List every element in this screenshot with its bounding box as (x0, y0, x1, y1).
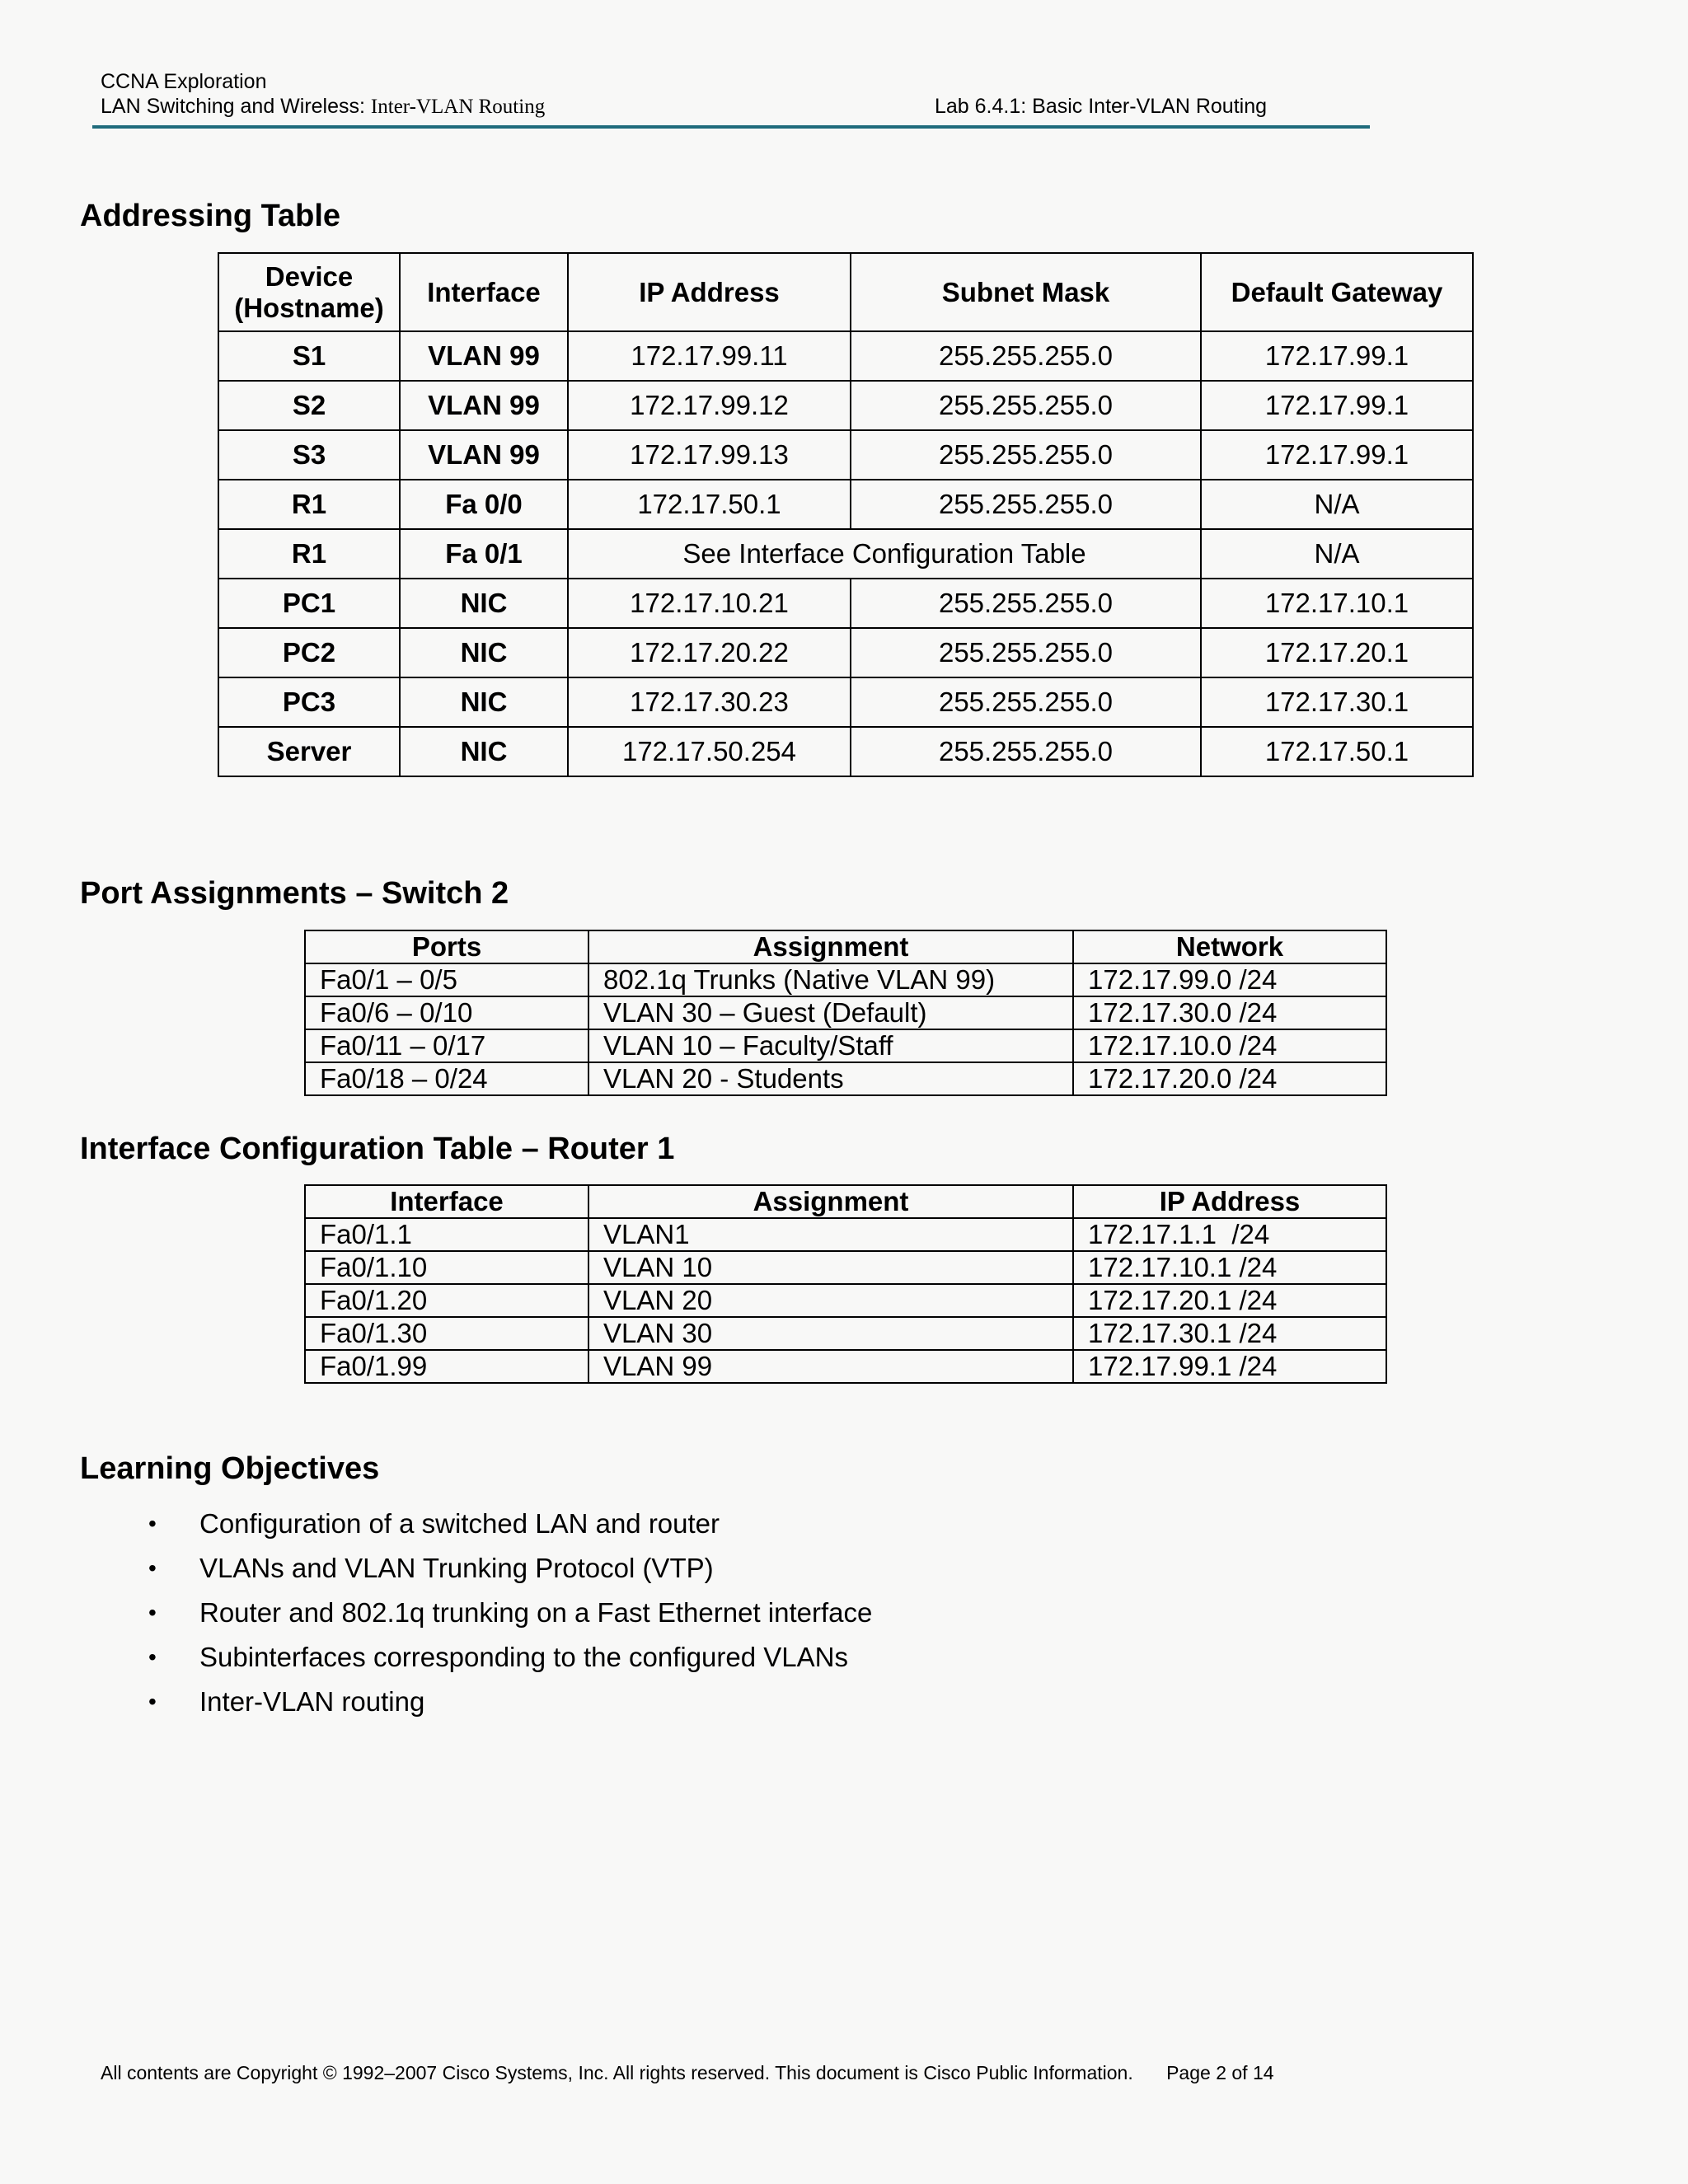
header-chapter: Inter-VLAN Routing (370, 96, 546, 118)
cell-ip-address: 172.17.50.254 (568, 727, 851, 776)
cell-default-gateway: 172.17.10.1 (1201, 579, 1473, 628)
footer-page-number: Page 2 of 14 (1166, 2062, 1274, 2083)
cell-default-gateway: 172.17.99.1 (1201, 430, 1473, 480)
list-item (148, 1591, 872, 1635)
cell-ip-address: 172.17.20.1 /24 (1073, 1284, 1386, 1317)
table-row (218, 727, 1473, 776)
cell-interface: Fa0/1.20 (305, 1284, 588, 1317)
interface-config-title: Interface Configuration Table – Router 1 (80, 1132, 675, 1166)
table-row (218, 480, 1473, 529)
col-header-device (218, 253, 400, 331)
cell-subnet-mask: 255.255.255.0 (851, 430, 1201, 480)
col-header-interface: Interface (305, 1185, 588, 1218)
cell-assignment: VLAN 10 (588, 1251, 1073, 1284)
list-item (148, 1546, 872, 1591)
cell-subnet-mask: 255.255.255.0 (851, 677, 1201, 727)
cell-device: Server (218, 727, 400, 776)
cell-network: 172.17.20.0 /24 (1073, 1062, 1386, 1095)
cell-interface: Fa 0/1 (400, 529, 568, 579)
col-header-device-line2: (Hostname) (234, 292, 384, 323)
table-row (305, 996, 1386, 1029)
cell-assignment: VLAN 10 – Faculty/Staff (588, 1029, 1073, 1062)
footer-copyright: All contents are Copyright © 1992–2007 Cisco Systems, Inc. All rights reserved. This document is Cisco Public Information. (101, 2062, 1133, 2083)
cell-ip-address: 172.17.30.1 /24 (1073, 1317, 1386, 1350)
col-header-assignment: Assignment (588, 930, 1073, 963)
cell-device: S1 (218, 331, 400, 381)
table-header-row (305, 1185, 1386, 1218)
bullet-icon: • (148, 1600, 157, 1625)
page-footer (101, 2060, 1274, 2085)
table-row (218, 381, 1473, 430)
cell-subnet-mask: 255.255.255.0 (851, 480, 1201, 529)
col-header-subnet-mask: Subnet Mask (851, 253, 1201, 331)
port-assignments-table (304, 930, 1387, 1096)
page-header (101, 69, 1370, 130)
addressing-table-title: Addressing Table (80, 199, 341, 233)
cell-device: PC2 (218, 628, 400, 677)
cell-assignment: VLAN 20 - Students (588, 1062, 1073, 1095)
table-row (305, 1029, 1386, 1062)
port-assignments-title: Port Assignments – Switch 2 (80, 876, 509, 911)
cell-default-gateway: N/A (1201, 480, 1473, 529)
cell-interface: Fa0/1.30 (305, 1317, 588, 1350)
cell-device: R1 (218, 529, 400, 579)
table-row (218, 628, 1473, 677)
cell-assignment: 802.1q Trunks (Native VLAN 99) (588, 963, 1073, 996)
col-header-ip-address: IP Address (1073, 1185, 1386, 1218)
objective-text: Router and 802.1q trunking on a Fast Ethernet interface (199, 1597, 873, 1628)
header-course-series: CCNA Exploration (101, 70, 267, 93)
cell-interface: NIC (400, 579, 568, 628)
cell-assignment: VLAN 20 (588, 1284, 1073, 1317)
cell-subnet-mask: 255.255.255.0 (851, 381, 1201, 430)
cell-assignment: VLAN 30 – Guest (Default) (588, 996, 1073, 1029)
addressing-table (218, 252, 1474, 777)
objective-text: VLANs and VLAN Trunking Protocol (VTP) (199, 1553, 714, 1583)
cell-interface: Fa0/1.10 (305, 1251, 588, 1284)
table-row (305, 1284, 1386, 1317)
cell-ports: Fa0/6 – 0/10 (305, 996, 588, 1029)
cell-network: 172.17.10.0 /24 (1073, 1029, 1386, 1062)
list-item (148, 1635, 872, 1680)
cell-interface: Fa 0/0 (400, 480, 568, 529)
cell-default-gateway: N/A (1201, 529, 1473, 579)
cell-ip-address: 172.17.99.12 (568, 381, 851, 430)
cell-assignment: VLAN1 (588, 1218, 1073, 1251)
bullet-icon: • (148, 1689, 157, 1714)
cell-default-gateway: 172.17.50.1 (1201, 727, 1473, 776)
cell-default-gateway: 172.17.20.1 (1201, 628, 1473, 677)
cell-subnet-mask: 255.255.255.0 (851, 579, 1201, 628)
cell-interface: VLAN 99 (400, 381, 568, 430)
cell-subnet-mask: 255.255.255.0 (851, 628, 1201, 677)
cell-ip-address: 172.17.10.21 (568, 579, 851, 628)
table-row (218, 331, 1473, 381)
cell-network: 172.17.30.0 /24 (1073, 996, 1386, 1029)
header-divider (92, 125, 1370, 129)
cell-network: 172.17.99.0 /24 (1073, 963, 1386, 996)
objective-text: Configuration of a switched LAN and router (199, 1508, 720, 1539)
cell-device: R1 (218, 480, 400, 529)
list-item (148, 1680, 872, 1724)
table-row (305, 1251, 1386, 1284)
col-header-default-gateway: Default Gateway (1201, 253, 1473, 331)
header-course-title (101, 94, 545, 120)
cell-device: PC1 (218, 579, 400, 628)
interface-config-table (304, 1184, 1387, 1384)
header-course: LAN Switching and Wireless: (101, 95, 365, 118)
cell-interface: NIC (400, 677, 568, 727)
cell-interface: VLAN 99 (400, 331, 568, 381)
cell-ip-mask-merged: See Interface Configuration Table (568, 529, 1201, 579)
table-header-row (305, 930, 1386, 963)
cell-device: S2 (218, 381, 400, 430)
cell-interface: Fa0/1.99 (305, 1350, 588, 1383)
cell-default-gateway: 172.17.30.1 (1201, 677, 1473, 727)
learning-objectives-title: Learning Objectives (80, 1451, 380, 1486)
table-row (305, 1317, 1386, 1350)
cell-default-gateway: 172.17.99.1 (1201, 331, 1473, 381)
bullet-icon: • (148, 1511, 157, 1536)
table-row (218, 430, 1473, 480)
col-header-ip-address: IP Address (568, 253, 851, 331)
cell-interface: NIC (400, 628, 568, 677)
table-row (305, 1350, 1386, 1383)
cell-interface: NIC (400, 727, 568, 776)
cell-assignment: VLAN 99 (588, 1350, 1073, 1383)
col-header-device-line1: Device (265, 260, 354, 292)
cell-ip-address: 172.17.50.1 (568, 480, 851, 529)
bullet-icon: • (148, 1555, 157, 1581)
table-header-row (218, 253, 1473, 331)
learning-objectives-list (148, 1502, 872, 1724)
cell-ip-address: 172.17.99.13 (568, 430, 851, 480)
objective-text: Subinterfaces corresponding to the configured VLANs (199, 1642, 848, 1672)
col-header-assignment: Assignment (588, 1185, 1073, 1218)
cell-device: S3 (218, 430, 400, 480)
cell-ip-address: 172.17.99.1 /24 (1073, 1350, 1386, 1383)
table-row (218, 677, 1473, 727)
table-row (305, 1218, 1386, 1251)
cell-ports: Fa0/11 – 0/17 (305, 1029, 588, 1062)
cell-ip-address: 172.17.1.1 /24 (1073, 1218, 1386, 1251)
cell-assignment: VLAN 30 (588, 1317, 1073, 1350)
table-row (305, 1062, 1386, 1095)
table-row (305, 963, 1386, 996)
cell-subnet-mask: 255.255.255.0 (851, 727, 1201, 776)
cell-ip-address: 172.17.99.11 (568, 331, 851, 381)
col-header-interface: Interface (400, 253, 568, 331)
col-header-network: Network (1073, 930, 1386, 963)
table-row (218, 529, 1473, 579)
header-lab-title: Lab 6.4.1: Basic Inter-VLAN Routing (935, 95, 1268, 118)
cell-default-gateway: 172.17.99.1 (1201, 381, 1473, 430)
list-item (148, 1502, 872, 1546)
cell-interface: Fa0/1.1 (305, 1218, 588, 1251)
col-header-ports: Ports (305, 930, 588, 963)
cell-device: PC3 (218, 677, 400, 727)
table-row (218, 579, 1473, 628)
cell-interface: VLAN 99 (400, 430, 568, 480)
cell-subnet-mask: 255.255.255.0 (851, 331, 1201, 381)
bullet-icon: • (148, 1644, 157, 1670)
cell-ports: Fa0/18 – 0/24 (305, 1062, 588, 1095)
cell-ports: Fa0/1 – 0/5 (305, 963, 588, 996)
objective-text: Inter-VLAN routing (199, 1686, 425, 1717)
cell-ip-address: 172.17.10.1 /24 (1073, 1251, 1386, 1284)
cell-ip-address: 172.17.30.23 (568, 677, 851, 727)
cell-ip-address: 172.17.20.22 (568, 628, 851, 677)
